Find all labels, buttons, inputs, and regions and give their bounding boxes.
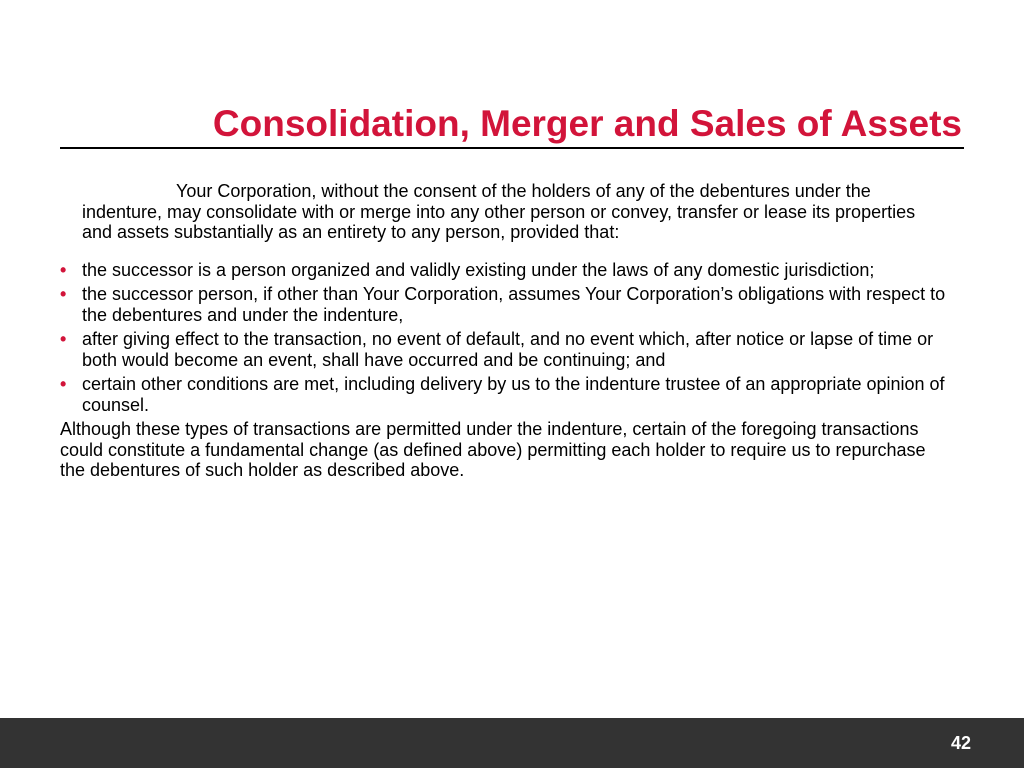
bullet-icon: • (60, 284, 67, 304)
slide-title: Consolidation, Merger and Sales of Assets (212, 103, 962, 144)
bullet-item (60, 260, 950, 281)
footer-bar (0, 718, 1024, 768)
bullet-item (60, 284, 950, 325)
title-underline (60, 147, 964, 149)
bullet-list (60, 260, 950, 416)
bullet-item (60, 329, 950, 370)
bullet-icon: • (60, 374, 67, 394)
bullet-item (60, 374, 950, 415)
bullet-icon: • (60, 259, 67, 280)
closing-paragraph: Although these types of transactions are permitted under the indenture, certain of the foregoing transactions could constitute a fundamental change (as defined above) permitting each holder to require us to repurchase the debentures of such holder as described above. (60, 419, 926, 480)
bullet-text: the successor person, if other than Your Corporation, assumes Your Corporation’s obligations with respect to the debentures and under the indenture, (82, 284, 946, 325)
page-number: 42 (950, 733, 971, 753)
bullet-icon: • (60, 329, 67, 349)
bullet-text: certain other conditions are met, including delivery by us to the indenture trustee of an appropriate opinion of counsel. (82, 374, 945, 415)
intro-paragraph: Your Corporation, without the consent of the holders of any of the debentures under the indenture, may consolidate with or merge into any other person or convey, transfer or lease its properties and assets substantially as an entirety to any person, provided that: (82, 181, 916, 242)
slide-body (60, 181, 950, 481)
bullet-text: after giving effect to the transaction, no event of default, and no event which, after notice or lapse of time or both would become an event, shall have occurred and be continuing; and (82, 329, 934, 370)
bullet-text: the successor is a person organized and validly existing under the laws of any domestic jurisdiction; (82, 259, 875, 280)
